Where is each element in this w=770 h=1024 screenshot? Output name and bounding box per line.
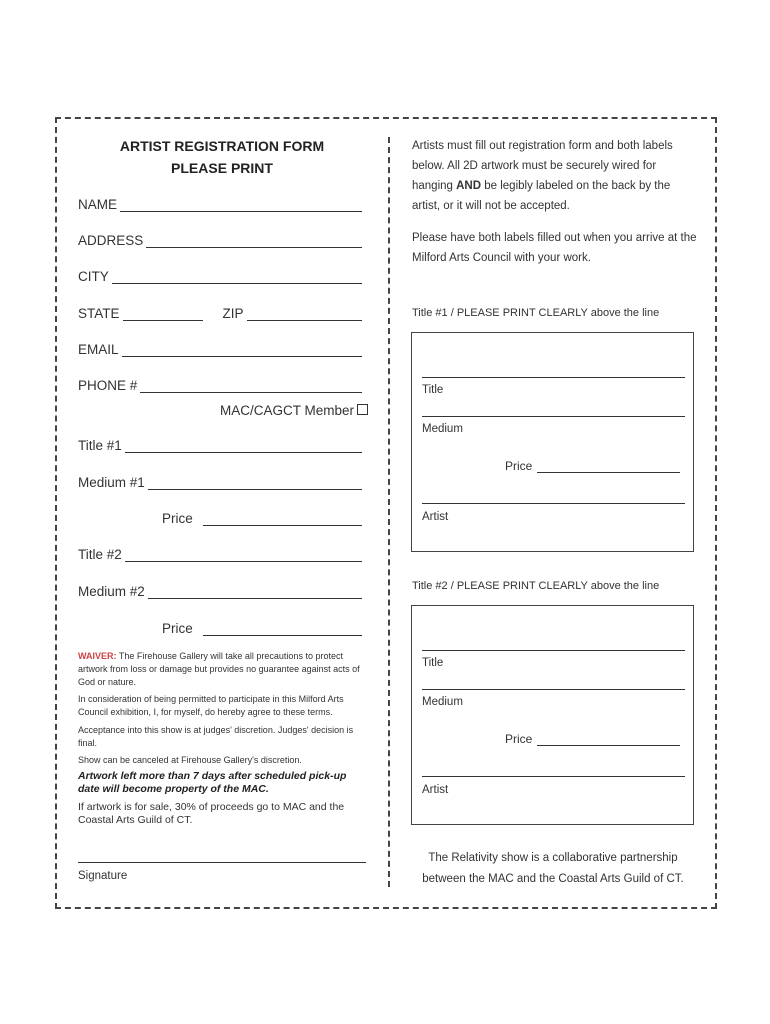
waiver-body: The Firehouse Gallery will take all precautions to protect artwork from loss or damage but provides no guarantee against acts of God or nature. <box>78 651 360 687</box>
zip-input-line[interactable] <box>247 308 362 321</box>
signature-line[interactable] <box>78 862 366 863</box>
label2-medium-label: Medium <box>422 696 463 708</box>
address-input-line[interactable] <box>146 235 362 248</box>
state-input-line[interactable] <box>123 308 203 321</box>
name-input-line[interactable] <box>120 199 362 212</box>
address-label: ADDRESS <box>78 233 144 248</box>
waiver-text <box>78 650 368 689</box>
state-zip-field[interactable] <box>78 306 362 321</box>
label1-medium-label: Medium <box>422 423 463 435</box>
phone-label: PHONE # <box>78 378 138 393</box>
title1-field[interactable] <box>78 438 362 453</box>
cut-divider <box>388 137 390 887</box>
email-input-line[interactable] <box>122 344 362 357</box>
member-checkbox[interactable] <box>357 404 368 415</box>
acceptance-text: Acceptance into this show is at judges' discretion. Judges' decision is final. <box>78 725 354 748</box>
pickup-warning: Artwork left more than 7 days after scheduled pick-up date will become property of the MAC. <box>78 770 347 795</box>
email-field[interactable] <box>78 342 362 357</box>
member-label: MAC/CAGCT Member <box>219 403 354 418</box>
label1-artist-line[interactable] <box>422 503 685 504</box>
cancel-text: Show can be canceled at Firehouse Gallery's discretion. <box>78 755 302 765</box>
title2-label: Title #2 <box>78 547 122 562</box>
medium1-field[interactable] <box>78 475 362 490</box>
label2-heading: Title #2 / PLEASE PRINT CLEARLY above the line <box>412 580 660 592</box>
label2-price-label: Price <box>505 732 533 746</box>
price1-label: Price <box>162 511 193 526</box>
city-field[interactable] <box>78 269 362 284</box>
label2-medium-line[interactable] <box>422 689 685 690</box>
label2-artist-label: Artist <box>422 784 449 796</box>
intro-pre: Artists must fill out registration form and both labels below. All 2D artwork must be securely wired for hanging <box>412 140 673 192</box>
state-label: STATE <box>78 306 120 321</box>
consideration-text: In consideration of being permitted to participate in this Milford Arts Council exhibition, I, for myself, do hereby agree to these terms. <box>78 694 344 717</box>
title2-field[interactable] <box>78 547 362 562</box>
form-subtitle: PLEASE PRINT <box>171 160 273 176</box>
medium1-input-line[interactable] <box>148 477 362 490</box>
signature-label: Signature <box>78 870 128 882</box>
footer-note: The Relativity show is a collaborative partnership between the MAC and the Coastal Arts Guild of CT. <box>422 852 684 885</box>
label1-heading: Title #1 / PLEASE PRINT CLEARLY above the line <box>412 307 660 319</box>
label2-price-field[interactable] <box>505 732 680 746</box>
name-label: NAME <box>78 197 118 212</box>
intro-paragraph <box>412 136 697 216</box>
zip-label: ZIP <box>222 306 244 321</box>
title1-label: Title #1 <box>78 438 122 453</box>
name-field[interactable] <box>78 197 362 212</box>
city-input-line[interactable] <box>112 271 362 284</box>
sale-text: If artwork is for sale, 30% of proceeds go to MAC and the Coastal Arts Guild of CT. <box>78 801 345 826</box>
label1-title-line[interactable] <box>422 377 685 378</box>
label2-artist-line[interactable] <box>422 776 685 777</box>
label2-price-line[interactable] <box>537 735 680 746</box>
title1-input-line[interactable] <box>125 440 362 453</box>
label1-price-field[interactable] <box>505 459 680 473</box>
label1-artist-label: Artist <box>422 511 449 523</box>
medium2-label: Medium #2 <box>78 584 145 599</box>
label2-title-line[interactable] <box>422 650 685 651</box>
waiver-label: WAIVER: <box>78 651 117 661</box>
label1-price-label: Price <box>505 459 533 473</box>
label2-title-label: Title <box>422 657 444 669</box>
price2-field[interactable] <box>162 621 362 636</box>
label1-price-line[interactable] <box>537 462 680 473</box>
form-title: ARTIST REGISTRATION FORM <box>119 138 325 154</box>
price1-input-line[interactable] <box>203 513 362 526</box>
artwork-label-2 <box>411 605 694 825</box>
please-have-paragraph: Please have both labels filled out when you arrive at the Milford Arts Council with your work. <box>412 232 697 264</box>
artwork-label-1 <box>411 332 694 552</box>
phone-input-line[interactable] <box>140 380 362 393</box>
medium2-input-line[interactable] <box>148 586 362 599</box>
medium1-label: Medium #1 <box>78 475 145 490</box>
intro-post: be legibly labeled on the back by the artist, or it will not be accepted. <box>412 180 671 212</box>
address-field[interactable] <box>78 233 362 248</box>
price2-input-line[interactable] <box>203 623 362 636</box>
label1-medium-line[interactable] <box>422 416 685 417</box>
city-label: CITY <box>78 269 109 284</box>
title2-input-line[interactable] <box>125 549 362 562</box>
email-label: EMAIL <box>78 342 119 357</box>
price2-label: Price <box>162 621 193 636</box>
price1-field[interactable] <box>162 511 362 526</box>
phone-field[interactable] <box>78 378 362 393</box>
intro-bold: AND <box>456 180 482 192</box>
label1-title-label: Title <box>422 384 444 396</box>
medium2-field[interactable] <box>78 584 362 599</box>
member-checkbox-row[interactable] <box>78 403 368 418</box>
